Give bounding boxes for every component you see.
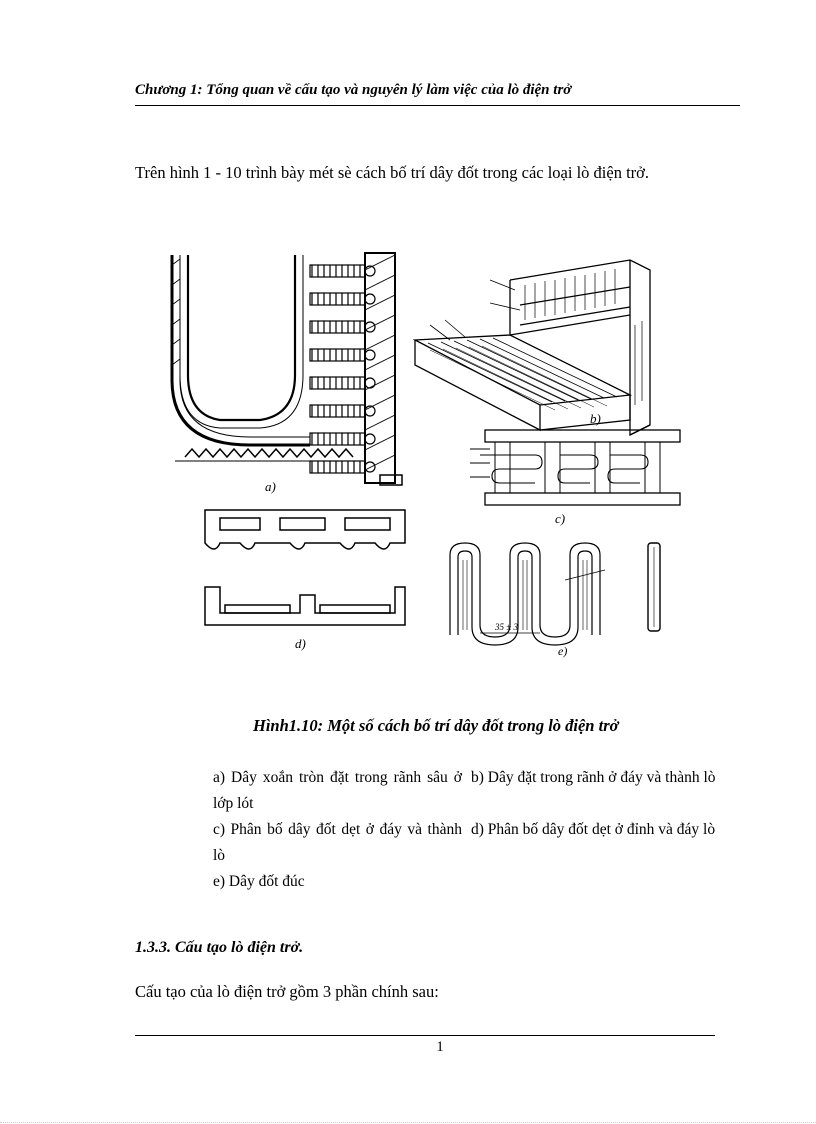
- diagram-d: [205, 510, 405, 651]
- dimension-label: 35 ± 3: [495, 622, 518, 632]
- label-c: c): [555, 511, 566, 526]
- chapter-header: Chương 1: Tổng quan về cấu tạo và nguyên lý làm việc của lò điện trở: [135, 82, 572, 98]
- diagram-a: [172, 253, 402, 494]
- label-a: a): [265, 479, 276, 494]
- section-heading: 1.3.3. Cấu tạo lò điện trở.: [135, 939, 304, 956]
- page-number: 1: [436, 1039, 444, 1055]
- body-paragraph: Cấu tạo của lò điện trở gồm 3 phần chính sau:: [135, 982, 439, 1001]
- legend-item-a: a) Dây xoắn tròn đặt trong rãnh sâu ở lớp lót: [213, 769, 462, 812]
- diagram-c: [470, 430, 680, 526]
- intro-paragraph: Trên hình 1 - 10 trình bày mét sè cách bố trí dây đốt trong các loại lò điện trở.: [135, 163, 649, 182]
- diagram-b: [415, 260, 650, 435]
- legend-item-b: b) Dây đặt trong rãnh ở đáy và thành lò: [471, 769, 716, 786]
- label-e: e): [558, 644, 568, 658]
- legend-row: [213, 817, 723, 869]
- figure-heating-arrangements: [160, 225, 685, 665]
- legend-row: [213, 765, 723, 817]
- figure-legend: [213, 765, 723, 895]
- diagram-e: [450, 543, 660, 658]
- label-d: d): [295, 636, 306, 651]
- label-b: b): [590, 411, 601, 426]
- figure-caption: Hình1.10: Một số cách bố trí dây đốt trong lò điện trở: [253, 716, 619, 735]
- legend-item-c: c) Phân bố dây đốt dẹt ở đáy và thành lò: [213, 821, 462, 864]
- legend-item-e: e) Dây đốt đúc: [213, 873, 305, 890]
- legend-item-d: d) Phân bố dây đốt dẹt ở đỉnh và đáy lò: [471, 821, 716, 838]
- legend-row: [213, 869, 723, 895]
- header-divider: [135, 105, 740, 106]
- footer-divider: [135, 1035, 715, 1036]
